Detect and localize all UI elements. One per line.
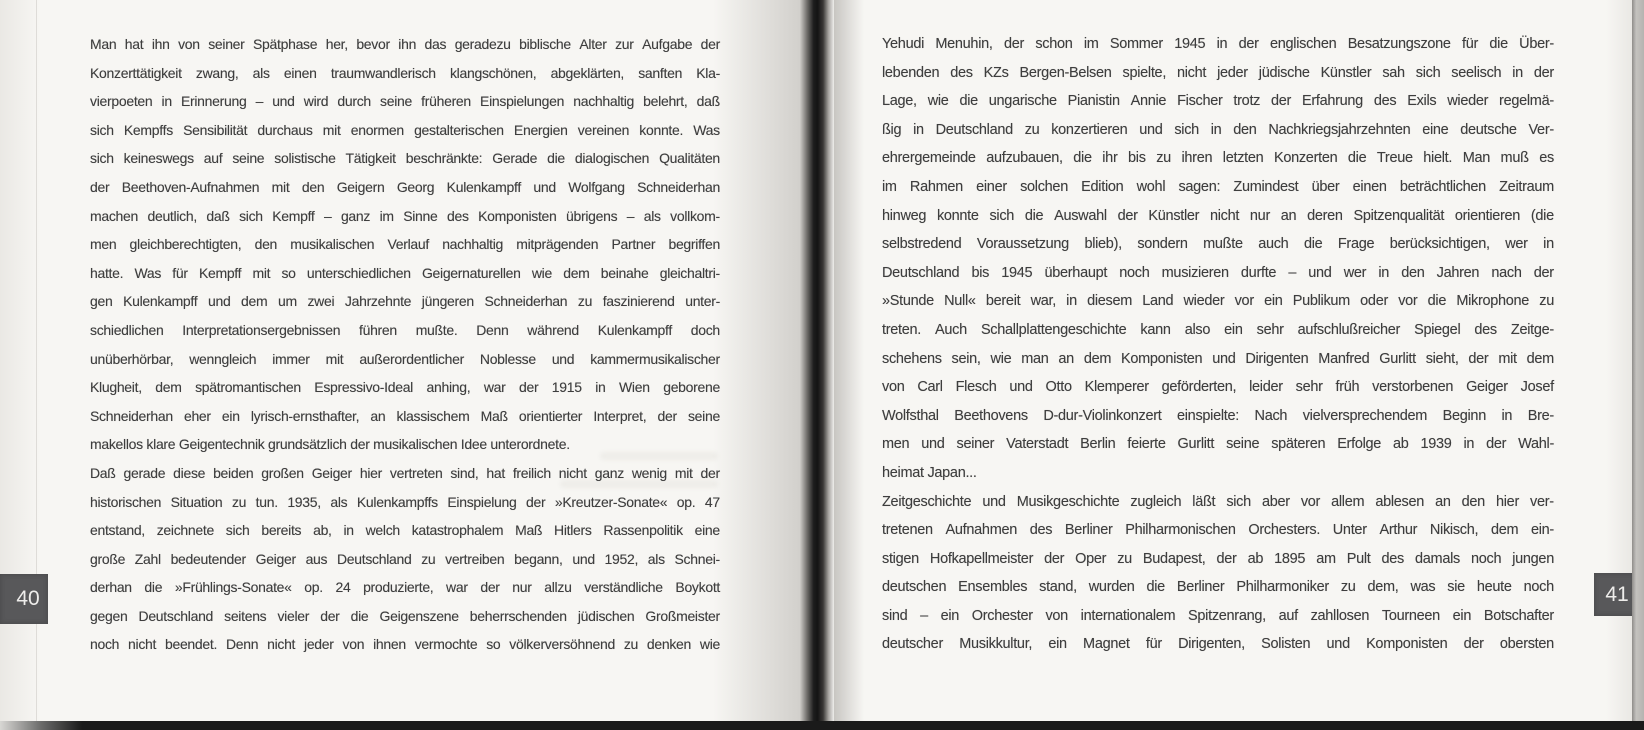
text-line: »Stunde Null« bereit war, in diesem Land wieder vor ein Publikum oder vor die Mikrophone zu — [882, 293, 1554, 310]
text-line: Deutschland bis 1945 überhaupt noch musizieren durfte – und wer in den Jahren nach der — [882, 264, 1554, 281]
text-line: noch nicht beendet. Denn nicht jeder von ihnen vermochte so völkerversöhnend zu denken wie — [90, 636, 720, 653]
text-line: große Zahl bedeutender Geiger aus Deutschland zu vertreiben begann, und 1952, als Schnei- — [90, 550, 720, 567]
page-number-badge-left — [0, 574, 48, 624]
text-line: selbstredend Voraussetzung blieb), sondern mußte auch die Frage berücksichtigen, wer in — [882, 236, 1554, 253]
text-line: heimat Japan... — [882, 464, 977, 481]
text-line: historischen Situation zu tun. 1935, als Kulenkampffs Einspielung der »Kreutzer-Sonate« op. 47 — [90, 493, 720, 510]
text-line: tretenen Aufnahmen des Berliner Philharmonischen Orchesters. Unter Arthur Nikisch, dem ein- — [882, 522, 1554, 539]
text-line: hatte. Was für Kempff mit so unterschiedlichen Geigernaturellen wie dem beinahe gleichaltri- — [90, 264, 720, 281]
text-line: ßig in Deutschland zu konzertieren und sich in den Nachkriegsjahrzehnten eine deutsche Ver- — [882, 121, 1554, 138]
text-line: stigen Hofkapellmeister der Oper zu Budapest, der ab 1895 am Pult des damals noch jungen — [882, 550, 1554, 567]
text-line: makellos klare Geigentechnik grundsätzlich der musikalischen Idee unterordnete. — [90, 436, 570, 453]
book-bottom-edge — [0, 721, 1644, 730]
text-line: gen Kulenkampff und dem um zwei Jahrzehnte jüngeren Schneiderhan zu faszinierend unter- — [90, 293, 720, 310]
text-line: schiedlichen Interpretationsergebnissen führen mußte. Denn während Kulenkampff doch — [90, 321, 720, 338]
text-line: Wolfsthal Beethovens D-dur-Violinkonzert einspielte: Nach vielversprechendem Beginn in Bre- — [882, 407, 1554, 424]
page-number-label: 41 — [1605, 582, 1629, 606]
text-line: hinweg konnte sich die Auswahl der Künstler nicht nur an deren Spitzenqualität orientieren (die — [882, 207, 1554, 224]
right-page-text — [882, 30, 1554, 659]
text-line: Konzerttätigkeit zwang, als einen traumwandlerisch klangschönen, abgeklärten, sanften Kla- — [90, 64, 720, 81]
text-line: sich keineswegs auf seine solistische Tätigkeit beschränkte: Gerade die dialogischen Qualitäten — [90, 150, 720, 167]
text-line: lebenden des KZs Bergen-Belsen spielte, nicht jeder jüdische Künstler sah sich seelisch in der — [882, 64, 1554, 81]
text-line: Man hat ihn von seiner Spätphase her, bevor ihn das geradezu biblische Alter zur Aufgabe der — [90, 36, 720, 52]
text-line: ehrergemeinde aufzubauen, die ihr bis zu ihren letzten Konzerten die Treue hielt. Man muß es — [882, 150, 1554, 167]
text-line: von Carl Flesch und Otto Klemperer geförderten, leider sehr früh verstorbenen Geiger Josef — [882, 379, 1554, 396]
text-line: schehens sein, wie man an dem Komponisten und Dirigenten Manfred Gurlitt sieht, der mit dem — [882, 350, 1554, 367]
text-line: men und seiner Vaterstadt Berlin feierte Gurlitt seine späteren Erfolge ab 1939 in der Wahl- — [882, 436, 1554, 453]
text-line: der Beethoven-Aufnahmen mit den Geigern Georg Kulenkampff und Wolfgang Schneiderhan — [90, 178, 720, 195]
text-line: Lage, wie die ungarische Pianistin Annie Fischer trotz der Erfahrung des Exils wieder regelmä- — [882, 93, 1554, 110]
text-line: sind – ein Orchester von internationalem Spitzenrang, auf zahllosen Tourneen ein Botschafter — [882, 607, 1554, 624]
text-line: derhan die »Frühlings-Sonate« op. 24 produzierte, war der nur allzu verständliche Boykott — [90, 579, 720, 596]
text-line: men gleichberechtigten, den musikalischen Verlauf nachhaltig mitprägenden Partner begriffen — [90, 236, 720, 253]
text-line: deutschen Ensembles stand, wurden die Berliner Philharmoniker zu dem, was sie heute noch — [882, 579, 1554, 596]
text-line: entstand, zeichnete sich bereits ab, in welch katastrophalem Maß Hitlers Rassenpolitik eine — [90, 522, 720, 539]
text-line: Schneiderhan eher ein lyrisch-ernsthafter, an klassischem Maß orientierter Interpret, der seine — [90, 407, 720, 424]
text-line: Daß gerade diese beiden großen Geiger hier vertreten sind, hat freilich nicht ganz wenig mit der — [90, 464, 720, 481]
text-line: sich Kempffs Sensibilität durchaus mit enormen gestalterischen Energien vereinen konnte. Was — [90, 121, 720, 138]
text-line: deutscher Musikkultur, ein Magnet für Dirigenten, Solisten und Komponisten der obersten — [882, 636, 1554, 653]
text-line: vierpoeten in Erinnerung – und wird durch seine früheren Einspielungen nachhaltig belehrt, daß — [90, 93, 720, 110]
text-line: Yehudi Menuhin, der schon im Sommer 1945 in der englischen Besatzungszone für die Über- — [882, 36, 1554, 52]
text-line: gegen Deutschland seitens vieler der die Geigenszene beherrschenden jüdischen Großmeister — [90, 607, 720, 624]
page-number-label: 40 — [16, 587, 40, 610]
text-line: im Rahmen einer solchen Edition wohl sagen: Zumindest über einen beträchtlichen Zeitraum — [882, 178, 1554, 195]
book-right-edge — [1632, 0, 1644, 722]
text-line: treten. Auch Schallplattengeschichte kann also ein sehr aufschlußreicher Spiegel des Zeitge- — [882, 321, 1554, 338]
text-line: machen deutlich, daß sich Kempff – ganz im Sinne des Komponisten übrigens – als vollkom- — [90, 207, 720, 224]
text-line: unüberhörbar, wenngleich immer mit außerordentlicher Noblesse und kammermusikalischer — [90, 350, 720, 367]
text-line: Klugheit, dem spätromantischen Espressivo-Ideal anhing, war der 1915 in Wien geborene — [90, 379, 720, 396]
text-line: Zeitgeschichte und Musikgeschichte zugleich läßt sich aber vor allem ablesen an den hier ver- — [882, 493, 1554, 510]
left-page-text — [90, 30, 720, 659]
page-gutter — [800, 0, 834, 721]
